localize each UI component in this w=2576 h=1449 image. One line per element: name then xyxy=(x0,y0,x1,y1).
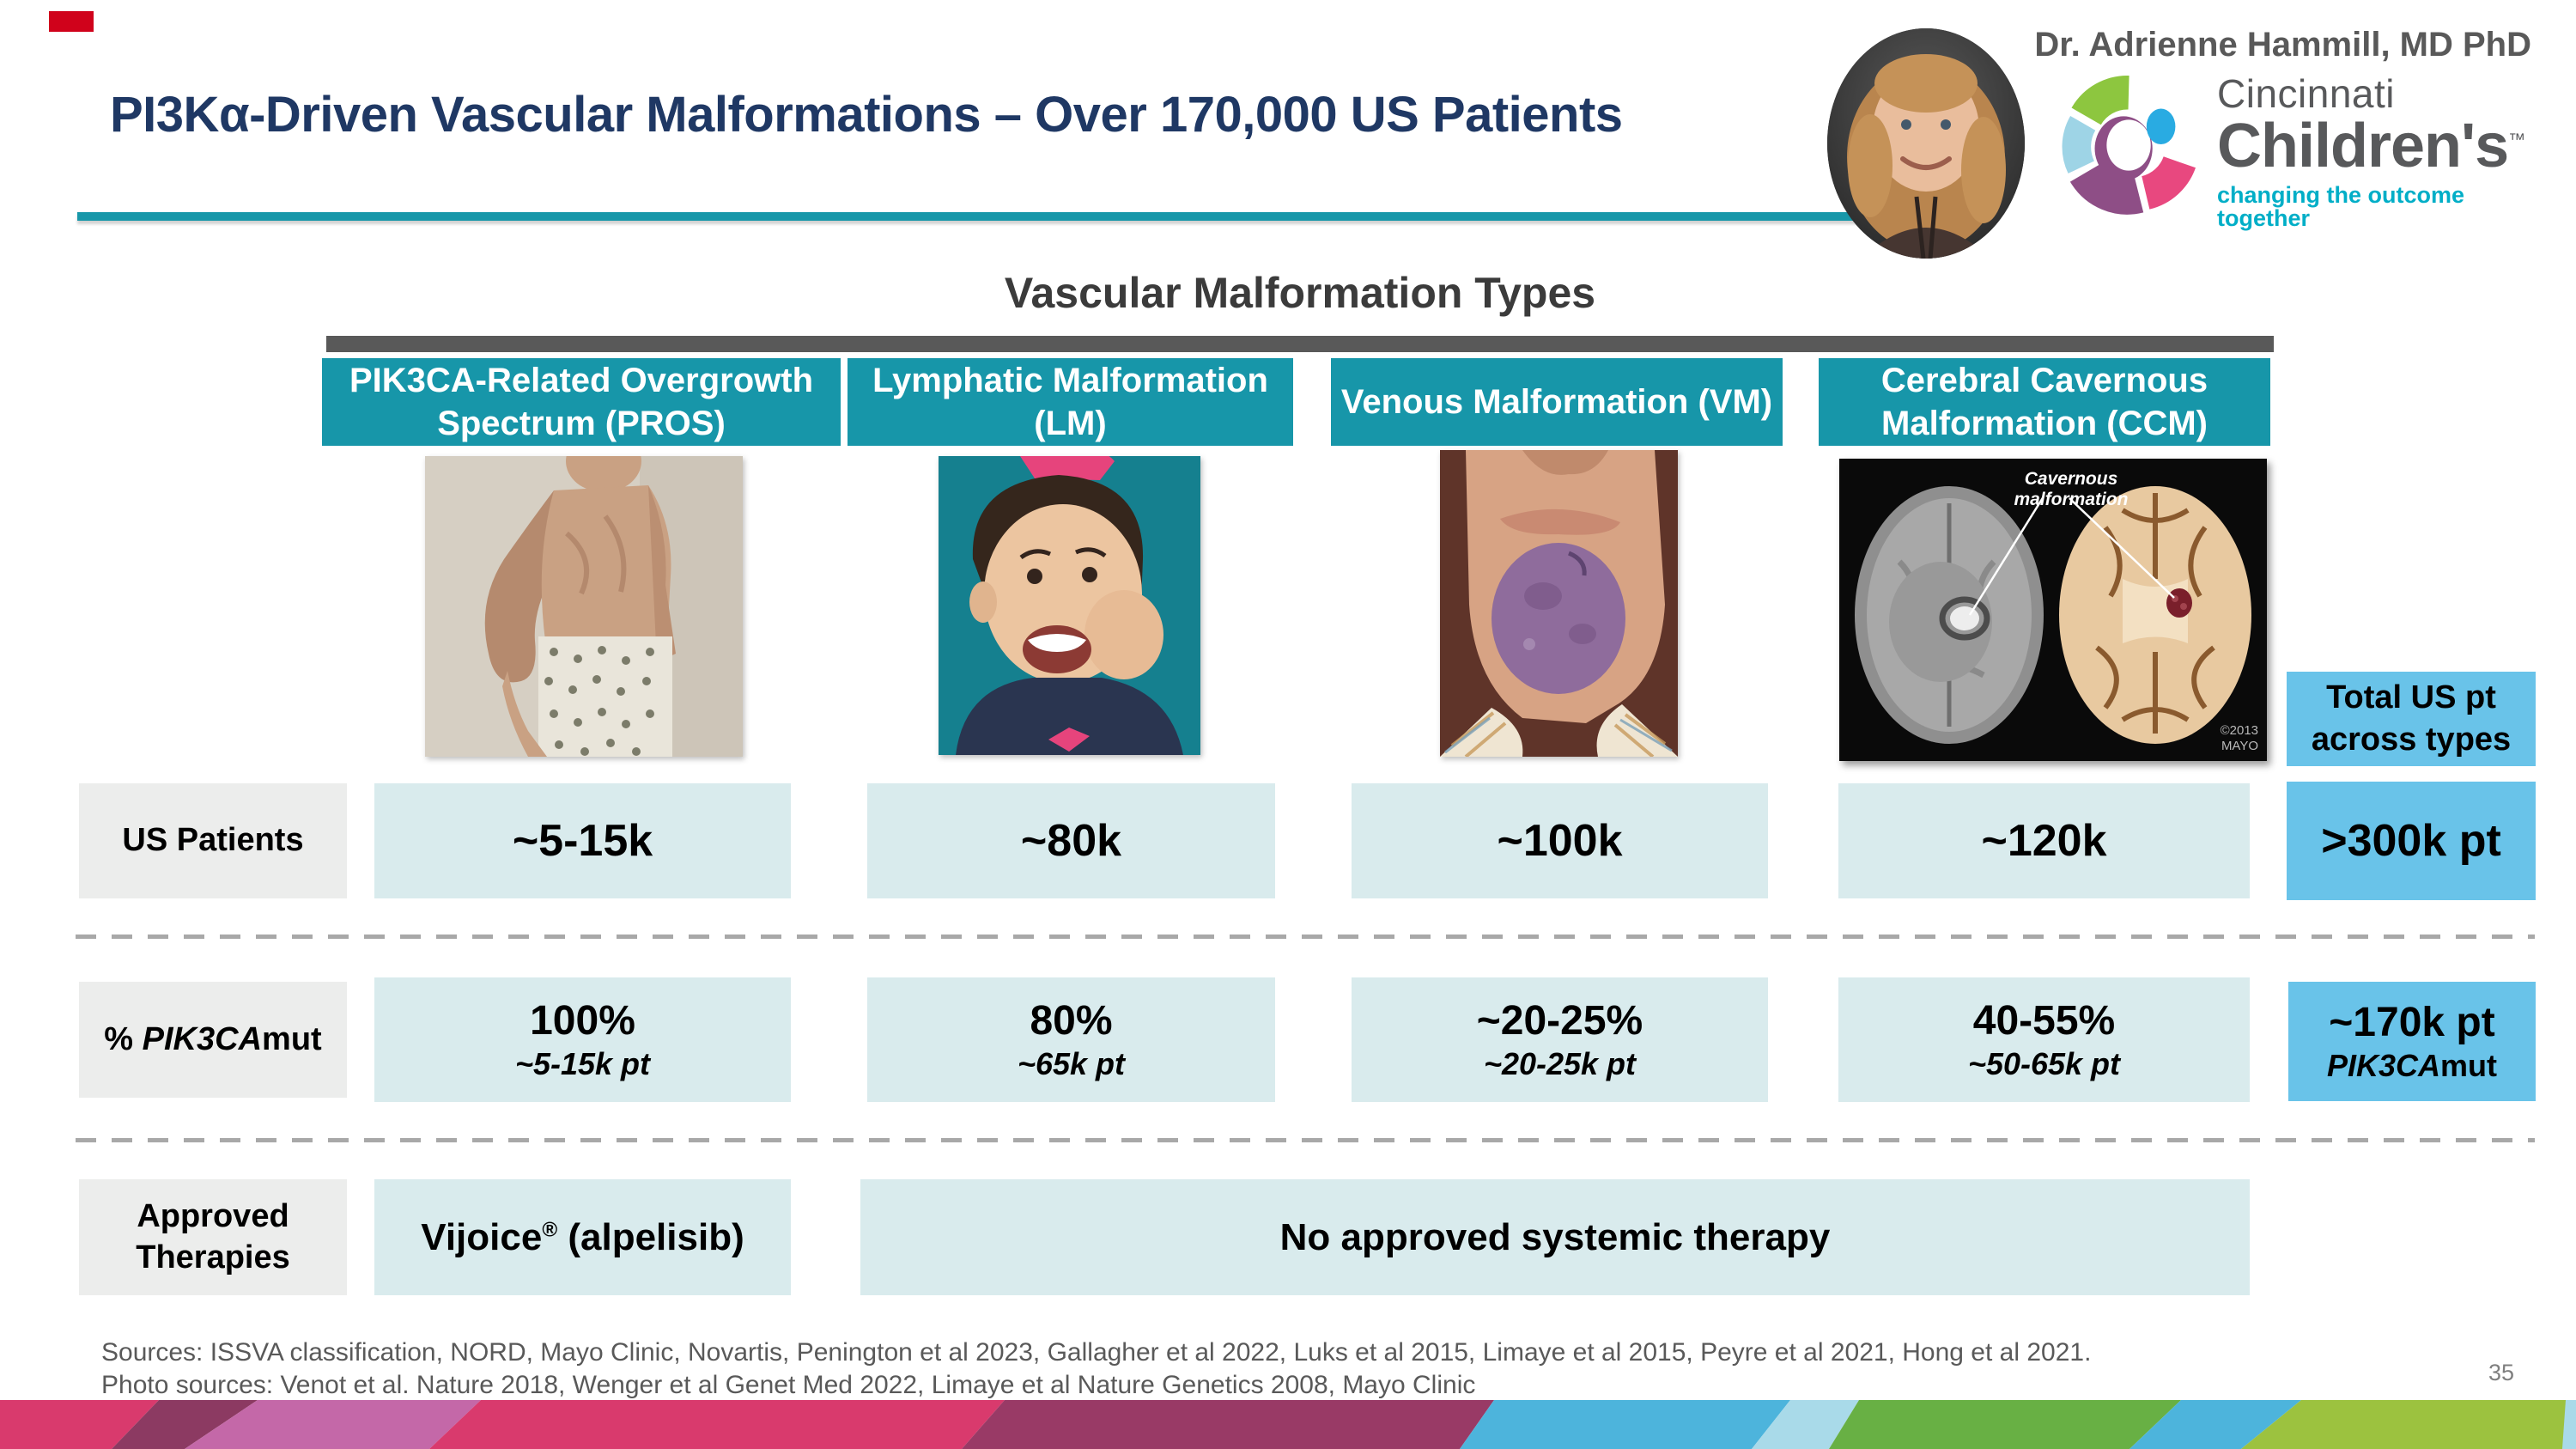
presenter-name: Dr. Adrienne Hammill, MD PhD xyxy=(2034,26,2531,64)
pros-patient-photo xyxy=(425,456,743,757)
column-header-vm: Venous Malformation (VM) xyxy=(1331,358,1783,446)
approved-therapy-pros: Vijoice® (alpelisib) xyxy=(374,1179,791,1295)
pik3ca-mut-lm: 80% ~65k pt xyxy=(867,977,1275,1102)
row-divider-2 xyxy=(76,1138,2535,1142)
row-label-pik3ca-mut: % PIK3CAmut xyxy=(79,982,347,1098)
row-label-approved-therapies: Approved Therapies xyxy=(79,1179,347,1295)
total-column-header xyxy=(2287,672,2536,766)
sources-text xyxy=(101,1336,2300,1402)
matrix-title-underline xyxy=(326,336,2274,352)
logo-tm: ™ xyxy=(2508,131,2525,149)
cincinnati-childrens-logo-text xyxy=(2217,71,2542,231)
ccm-brain-image xyxy=(1839,459,2267,761)
page-title: PI3Kα-Driven Vascular Malformations – Over 170,000 US Patients xyxy=(110,87,1623,143)
presenter-photo-art xyxy=(1827,28,2025,259)
title-divider xyxy=(77,212,1911,221)
us-patients-total: >300k pt xyxy=(2287,782,2536,900)
column-header-lm: Lymphatic Malformation (LM) xyxy=(848,358,1293,446)
pik3ca-mut-ccm: 40-55% ~50-65k pt xyxy=(1838,977,2250,1102)
pik3ca-mut-vm: ~20-25% ~20-25k pt xyxy=(1352,977,1768,1102)
page-number: 35 xyxy=(2488,1360,2515,1385)
cincinnati-childrens-logo xyxy=(2061,71,2542,237)
sources-line1: Sources: ISSVA classification, NORD, Mayo Clinic, Novartis, Penington et al 2023, Gallagher et al 2022, Luks et al 2015, Limaye et al 2015, Peyre et al 2021, Hong et al 2021. xyxy=(101,1338,2092,1367)
column-header-pros: PIK3CA-Related Overgrowth Spectrum (PROS) xyxy=(322,358,841,446)
us-patients-pros: ~5-15k xyxy=(374,783,791,898)
column-header-ccm: Cerebral Cavernous Malformation (CCM) xyxy=(1819,358,2270,446)
logo-line2: Children's™ xyxy=(2217,112,2525,180)
ccm-image-label: Cavernous malformation xyxy=(2014,469,2129,510)
pik3ca-mut-total: ~170k pt PIK3CAmut xyxy=(2288,982,2536,1101)
red-mark xyxy=(49,11,94,32)
pik3ca-gene-italic: PIK3CA xyxy=(142,1020,263,1057)
cincinnati-childrens-logo-icon xyxy=(2061,74,2205,218)
registered-mark: ® xyxy=(542,1217,558,1241)
us-patients-vm: ~100k xyxy=(1352,783,1768,898)
lm-patient-photo xyxy=(939,456,1200,755)
total-header-line2: across types xyxy=(2311,721,2512,758)
row-label-us-patients: US Patients xyxy=(79,783,347,898)
row-divider-1 xyxy=(76,935,2535,939)
approved-therapy-merged: No approved systemic therapy xyxy=(860,1179,2250,1295)
us-patients-lm: ~80k xyxy=(867,783,1275,898)
pik3ca-mut-pros: 100% ~5-15k pt xyxy=(374,977,791,1102)
matrix-title: Vascular Malformation Types xyxy=(1004,269,1596,317)
total-header-line1: Total US pt xyxy=(2326,679,2496,715)
sources-line2: Photo sources: Venot et al. Nature 2018, Wenger et al Genet Med 2022, Limaye et al Nature Genetics 2008, Mayo Clinic xyxy=(101,1371,1476,1400)
logo-tagline: changing the outcome together xyxy=(2217,182,2465,231)
us-patients-ccm: ~120k xyxy=(1838,783,2250,898)
bottom-color-band xyxy=(0,1400,2576,1449)
presenter-photo xyxy=(1827,28,2025,259)
ccm-image-credit: ©2013 MAYO xyxy=(2220,723,2258,753)
logo-line1: Cincinnati xyxy=(2217,71,2395,116)
vm-patient-photo xyxy=(1440,450,1678,757)
